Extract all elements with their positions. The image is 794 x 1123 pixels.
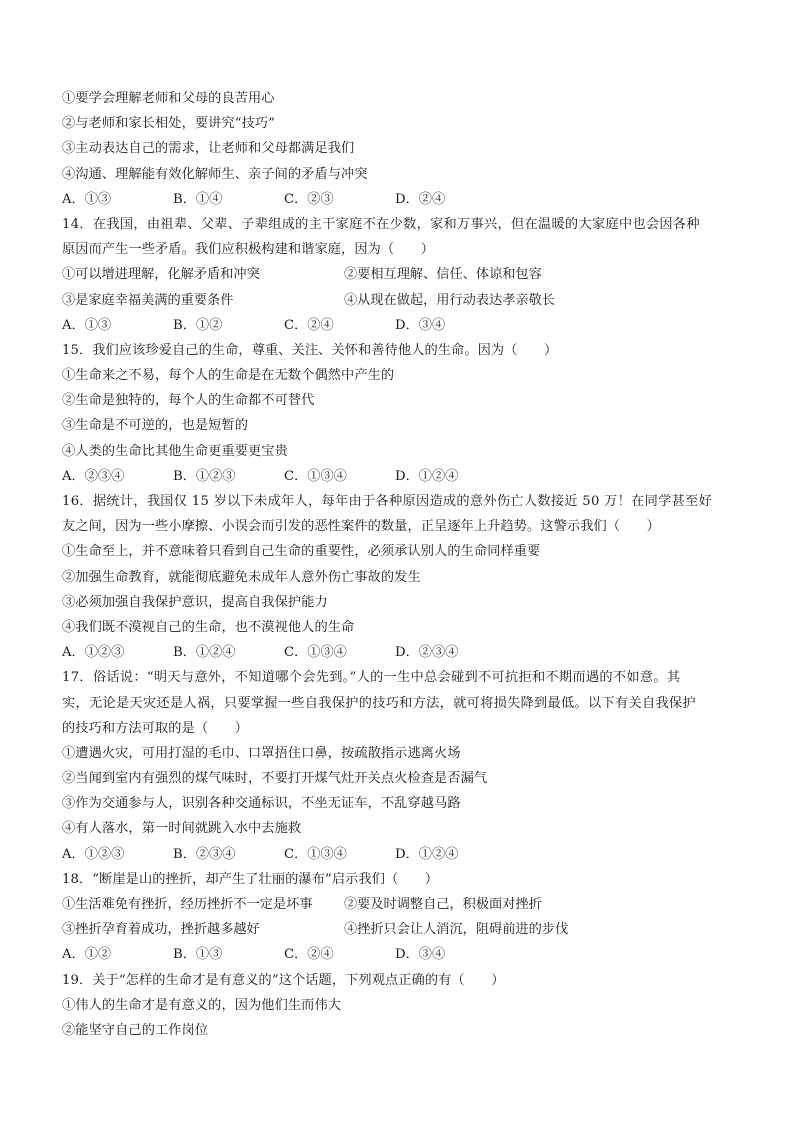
option-c: C．①③④ [284,645,347,661]
statement-row [62,288,742,313]
statement: ②加强生命教育，就能彻底避免未成年人意外伤亡事故的发生 [62,569,421,585]
option-c: C．①③④ [284,468,347,484]
option-b: B．①③ [173,947,223,963]
statement: ③是家庭幸福美满的重要条件 [62,292,234,308]
answer-options [62,842,742,867]
question-stem: 原因而产生一些矛盾。我们应积极构建和谐家庭，因为（ ） [62,242,435,258]
question-stem: 18．“断崖是山的挫折，却产生了壮丽的瀑布”启示我们（ ） [62,871,439,887]
statement: ③生命是不可逆的，也是短暂的 [62,418,249,434]
statement: ①伟人的生命才是有意义的，因为他们生而伟大 [62,997,342,1013]
question-18 [62,867,742,968]
exam-page [62,86,742,1043]
statement: ③必须加强自我保护意识，提高自我保护能力 [62,594,328,610]
statement: ④我们既不漠视自己的生命，也不漠视他人的生命 [62,619,355,635]
statement: ④从现在做起，用行动表达孝亲敬长 [344,292,555,308]
option-d: D．③④ [395,317,446,333]
option-b: B．①②④ [173,645,236,661]
question-stem: 19．关于“怎样的生命才是有意义的”这个话题，下列观点正确的有（ ） [62,972,505,988]
option-d: D．①②④ [395,846,459,862]
statement: ①遭遇火灾，可用打湿的毛巾、口罩捂住口鼻，按疏散指示逃离火场 [62,745,461,761]
option-a: A．①③ [62,317,112,333]
question-19 [62,968,742,1044]
option-d: D．①②④ [395,468,459,484]
option-b: B．①④ [173,191,223,207]
question-stem: 17．俗话说：“明天与意外，不知道哪个会先到。”人的一生中总会碰到不可抗拒和不期而遇的不如意。其 [62,670,681,686]
question-15 [62,338,742,489]
question-stem: 14．在我国，由祖辈、父辈、子辈组成的主干家庭不在少数，家和万事兴，但在温暖的大家庭中也会因各种 [62,216,700,232]
option-d: D．③④ [395,947,446,963]
option-b: B．①②③ [173,468,236,484]
option-a: A．①②③ [62,846,125,862]
statement: ②生命是独特的，每个人的生命都不可替代 [62,393,315,409]
question-13 [62,86,742,212]
question-17 [62,665,742,867]
statement: ④有人落水，第一时间就跳入水中去施救 [62,821,302,837]
option-a: A．②③④ [62,468,125,484]
statement: ①要学会理解老师和父母的良苦用心 [62,91,275,106]
statement: ②要相互理解、信任、体谅和包容 [344,267,542,283]
statement: ④沟通、理解能有效化解师生、亲子间的矛盾与冲突 [62,166,368,182]
option-a: A．①③ [62,191,112,207]
question-stem: 的技巧和方法可取的是（ ） [62,720,249,736]
option-d: D．②③④ [395,645,459,661]
statement-row [62,917,742,942]
question-16 [62,489,742,665]
answer-options [62,464,742,489]
statement: ③作为交通参与人，识别各种交通标识，不坐无证车，不乱穿越马路 [62,796,461,812]
option-d: D．②④ [395,191,446,207]
option-a: A．①② [62,947,112,963]
statement: ②能坚守自己的工作岗位 [62,1022,209,1038]
statement: ①可以增进理解，化解矛盾和冲突 [62,267,260,283]
question-stem: 15．我们应该珍爱自己的生命，尊重、关注、关怀和善待他人的生命。因为（ ） [62,342,558,358]
option-b: B．②③④ [173,846,236,862]
answer-options [62,187,742,212]
question-14 [62,212,742,338]
option-c: C．②④ [284,947,334,963]
statement-row [62,262,742,287]
option-c: C．②④ [284,317,334,333]
statement: ②当闻到室内有强烈的煤气味时，不要打开煤气灶开关点火检查是否漏气 [62,771,488,787]
statement: ②要及时调整自己，积极面对挫折 [344,897,542,912]
statement: ③挫折孕育着成功，挫折越多越好 [62,922,260,938]
option-c: C．①③④ [284,846,347,862]
option-c: C．②③ [284,191,334,207]
statement: ①生命来之不易，每个人的生命是在无数个偶然中产生的 [62,368,395,384]
statement: ②与老师和家长相处，要讲究“技巧” [62,116,275,132]
answer-options [62,313,742,338]
option-a: A．①②③ [62,645,125,661]
option-b: B．①② [173,317,223,333]
question-stem: 16．据统计，我国仅 15 岁以下未成年人，每年由于各种原因造成的意外伤亡人数接近 50 万！在同学甚至好 [62,494,713,509]
statement: ①生命至上，并不意味着只看到自己生命的重要性，必须承认别人的生命同样重要 [62,544,541,560]
statement: ③主动表达自己的需求，让老师和父母都满足我们 [62,141,355,157]
answer-options [62,942,742,967]
question-stem: 实，无论是天灾还是人祸，只要掌握一些自我保护的技巧和方法，就可将损失降到最低。以下有关自我保护 [62,695,696,711]
statement: ④挫折只会让人消沉，阻碍前进的步伐 [344,922,569,938]
statement: ①生活难免有挫折，经历挫折不一定是坏事 [62,897,313,912]
statement: ④人类的生命比其他生命更重要更宝贵 [62,443,288,459]
statement-row [62,892,742,917]
question-stem: 友之间，因为一些小摩擦、小误会而引发的恶性案件的数量，正呈逐年上升趋势。这警示我们（ ） [62,519,660,535]
answer-options [62,640,742,665]
